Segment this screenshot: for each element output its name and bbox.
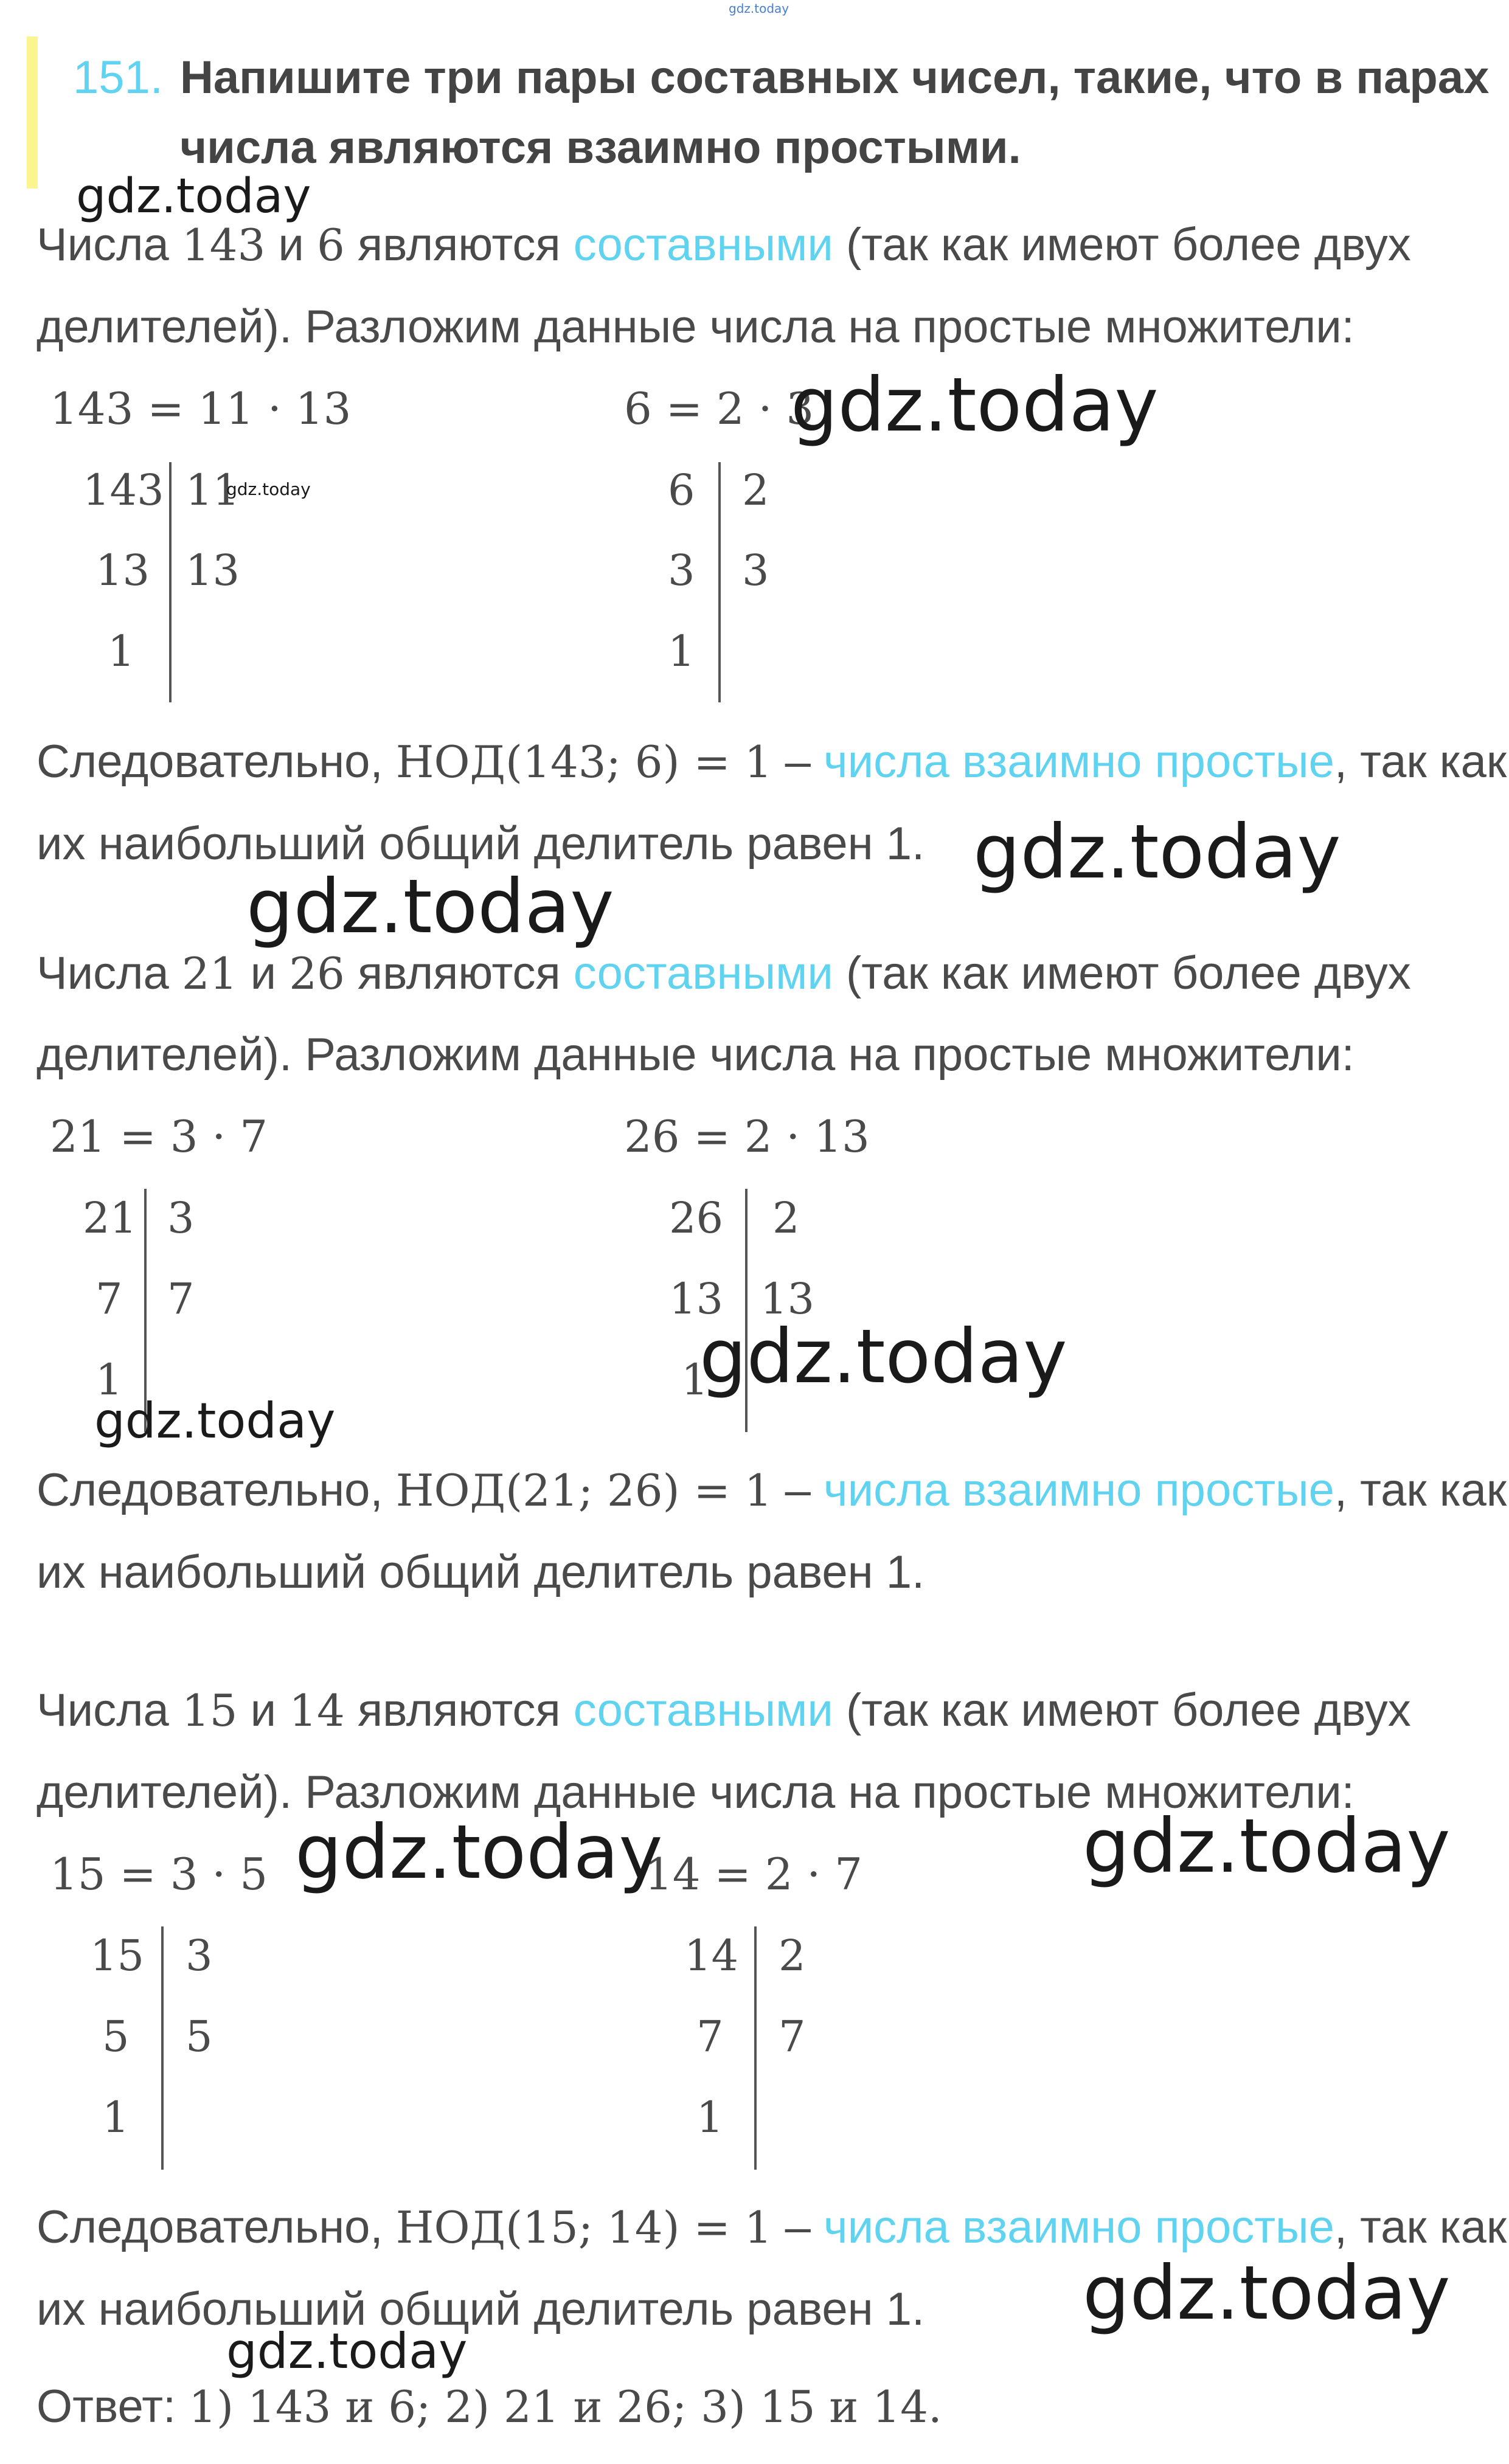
pair3-are: являются: [357, 1684, 561, 1736]
pair1-numbers-label: Числа: [36, 219, 169, 271]
pair1-intro-line1: [36, 219, 1411, 271]
pair3-equation-a: 15 = 3 · 5: [50, 1849, 268, 1900]
pair2-and: и: [250, 947, 277, 999]
pair3-div-a-right-1: 5: [186, 2012, 213, 2061]
task-number: 151.: [73, 52, 163, 103]
task-title-line1: Напишите три пары составных чисел, такие, что в парах: [180, 52, 1490, 103]
pair3-div-b-right-0: 2: [779, 1931, 806, 1981]
pair3-conclusion-line1: [36, 2201, 1507, 2253]
pair3-intro-line1: [36, 1684, 1411, 1736]
pair2-composite-reason: (так как имеют более двух: [845, 947, 1411, 999]
pair1-so-as: , так как: [1334, 736, 1507, 787]
watermark-2: gdz.today: [791, 362, 1159, 448]
pair2-div-a-left-1: 7: [95, 1274, 123, 1324]
pair3-div-a-divider: [161, 1926, 164, 2170]
answer-line: [36, 2381, 942, 2432]
pair2-intro-line2: делителей). Разложим данные числа на простые множители:: [36, 1029, 1355, 1081]
pair1-composite: составными: [573, 219, 833, 271]
pair2-so-as: , так как: [1334, 1464, 1507, 1516]
pair2-numbers-label: Числа: [36, 947, 169, 999]
pair1-div-b-left-1: 3: [668, 545, 695, 595]
pair3-div-b-right-1: 7: [779, 2012, 806, 2061]
pair1-div-b-left-0: 6: [668, 465, 695, 515]
top-watermark: gdz.today: [729, 1, 789, 16]
pair1-div-b-right-1: 3: [742, 545, 769, 595]
pair2-div-b-left-2: 1: [681, 1355, 709, 1405]
pair1-therefore: Следовательно,: [36, 736, 383, 787]
pair3-intro-line2: делителей). Разложим данные числа на простые множители:: [36, 1767, 1355, 1818]
pair3-div-a-left-0: 15: [90, 1931, 145, 1981]
task-accent-bar: [27, 36, 38, 189]
pair1-number-b: 6: [317, 220, 345, 271]
pair2-div-b-left-1: 13: [669, 1274, 724, 1324]
pair2-therefore: Следовательно,: [36, 1464, 383, 1516]
pair1-div-a-left-0: 143: [83, 465, 164, 515]
pair2-number-a: 21: [181, 948, 238, 999]
pair1-and: и: [278, 219, 304, 271]
pair1-div-b-left-2: 1: [668, 626, 695, 676]
pair2-div-b-right-0: 2: [772, 1193, 800, 1243]
watermark-5: gdz.today: [246, 863, 614, 950]
pair1-intro-line2: делителей). Разложим данные числа на простые множители:: [36, 301, 1355, 353]
pair1-number-a: 143: [181, 220, 266, 271]
pair1-conclusion-line1: [36, 736, 1507, 787]
watermark-7: gdz.today: [94, 1393, 336, 1449]
pair3-div-b-divider: [754, 1926, 757, 2170]
pair3-div-a-left-2: 1: [102, 2092, 130, 2142]
pair1-div-b-divider: [718, 462, 721, 702]
pair2-gcd: НОД(21; 26) = 1: [395, 1465, 772, 1516]
pair2-equation-a: 21 = 3 · 7: [50, 1111, 268, 1162]
pair1-equation-b: 6 = 2 · 3: [624, 383, 814, 434]
pair2-conclusion-line1: [36, 1464, 1507, 1516]
watermark-6: gdz.today: [699, 1313, 1067, 1400]
watermark-11: gdz.today: [226, 2323, 468, 2379]
pair3-therefore: Следовательно,: [36, 2201, 383, 2253]
pair3-coprime: числа взаимно простые: [824, 2201, 1334, 2253]
pair3-number-a: 15: [181, 1685, 238, 1736]
pair1-div-b-right-0: 2: [742, 465, 769, 515]
pair3-div-b-left-2: 1: [696, 2092, 724, 2142]
answer-text: 1) 143 и 6; 2) 21 и 26; 3) 15 и 14.: [189, 2381, 942, 2432]
pair1-div-a-left-2: 1: [108, 626, 135, 676]
pair1-dash: –: [785, 736, 811, 787]
pair1-conclusion-line2: их наибольший общий делитель равен 1.: [36, 818, 925, 870]
pair1-are: являются: [357, 219, 561, 271]
pair3-div-b-left-1: 7: [696, 2012, 724, 2061]
pair2-conclusion-line2: их наибольший общий делитель равен 1.: [36, 1546, 925, 1598]
watermark-4: gdz.today: [973, 809, 1341, 895]
watermark-3: gdz.today: [226, 479, 311, 499]
pair3-equation-b: 14 = 2 · 7: [645, 1849, 862, 1900]
pair3-div-b-left-0: 14: [684, 1931, 739, 1981]
watermark-10: gdz.today: [1083, 2250, 1451, 2336]
pair3-composite: составными: [573, 1684, 833, 1736]
watermark-8: gdz.today: [295, 1809, 663, 1895]
pair3-composite-reason: (так как имеют более двух: [845, 1684, 1411, 1736]
watermark-9: gdz.today: [1083, 1803, 1451, 1889]
pair3-gcd: НОД(15; 14) = 1: [395, 2202, 772, 2253]
task-title-line2: числа являются взаимно простыми.: [180, 122, 1021, 173]
pair1-div-a-right-0: 11: [186, 465, 240, 515]
pair2-div-b-right-1: 13: [760, 1274, 815, 1324]
pair1-coprime: числа взаимно простые: [824, 736, 1334, 787]
pair2-are: являются: [357, 947, 561, 999]
pair1-div-a-left-1: 13: [95, 545, 150, 595]
pair3-dash: –: [785, 2201, 811, 2253]
pair2-intro-line1: [36, 947, 1411, 999]
pair2-div-b-left-0: 26: [669, 1193, 724, 1243]
pair1-div-a-divider: [169, 462, 172, 702]
pair2-equation-b: 26 = 2 · 13: [624, 1111, 870, 1162]
pair3-conclusion-line2: их наибольший общий делитель равен 1.: [36, 2283, 925, 2335]
watermark-1: gdz.today: [76, 169, 311, 224]
pair3-so-as: , так как: [1334, 2201, 1507, 2253]
pair3-div-a-left-1: 5: [102, 2012, 130, 2061]
pair2-dash: –: [785, 1464, 811, 1516]
pair2-div-a-right-1: 7: [167, 1274, 195, 1324]
pair1-div-a-right-1: 13: [186, 545, 240, 595]
pair3-and: и: [250, 1684, 277, 1736]
pair1-composite-reason: (так как имеют более двух: [845, 219, 1411, 271]
pair1-gcd: НОД(143; 6) = 1: [395, 736, 772, 787]
pair2-div-a-left-0: 21: [83, 1193, 137, 1243]
pair2-coprime: числа взаимно простые: [824, 1464, 1334, 1516]
pair3-numbers-label: Числа: [36, 1684, 169, 1736]
pair1-equation-a: 143 = 11 · 13: [50, 383, 352, 434]
pair3-div-a-right-0: 3: [186, 1931, 213, 1981]
pair2-composite: составными: [573, 947, 833, 999]
pair3-number-b: 14: [289, 1685, 345, 1736]
pair2-number-b: 26: [289, 948, 345, 999]
pair2-div-a-left-2: 1: [95, 1355, 123, 1405]
answer-label: Ответ:: [36, 2381, 176, 2432]
pair2-div-a-right-0: 3: [167, 1193, 195, 1243]
